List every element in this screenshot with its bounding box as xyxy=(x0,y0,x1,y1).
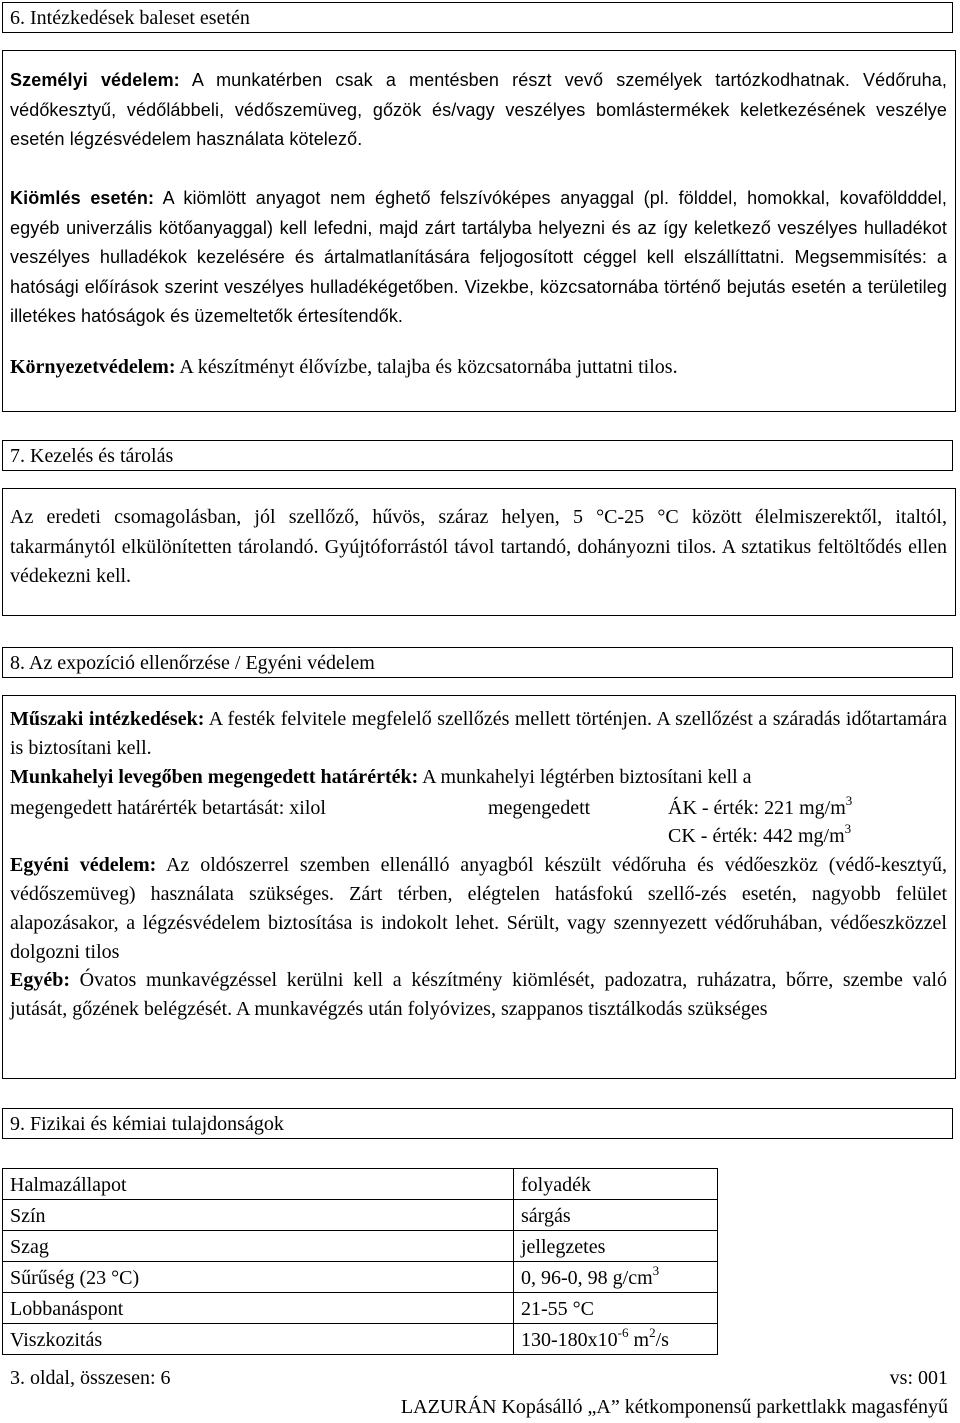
section6-environment xyxy=(10,353,947,383)
section6-personal-protection xyxy=(10,66,947,155)
property-name: Halmazállapot xyxy=(3,1169,514,1200)
property-name: Lobbanáspont xyxy=(3,1293,514,1324)
spill-label: Kiömlés esetén: xyxy=(10,188,155,208)
section8-limit-intro xyxy=(10,763,947,792)
property-value: sárgás xyxy=(514,1200,718,1231)
environment-text: A készítményt élővízbe, talajba és közcsatornába juttatni tilos. xyxy=(175,356,678,378)
property-name: Szag xyxy=(3,1231,514,1262)
table-row xyxy=(3,1231,718,1262)
viscosity-value: 130-180x10 xyxy=(521,1329,618,1351)
section7-storage-text: Az eredeti csomagolásban, jól szellőző, hűvös, száraz helyen, 5 °C-25 °C között élelmiszerektől, italtól, takarmánytól elkülönítetten tárolandó. Gyújtóforrástól távol tartandó, dohányozni tilos. A sztatikus feltöltődés ellen védekezni kell. xyxy=(10,506,947,587)
viscosity-exponent-2: 2 xyxy=(649,1325,656,1340)
other-label: Egyéb: xyxy=(10,969,70,991)
section8-technical xyxy=(10,705,947,763)
footer-product-name: LAZURÁN Kopásálló „A” kétkomponensű parkettlakk magasfényű xyxy=(400,1396,948,1418)
personal-label: Egyéni védelem: xyxy=(10,854,157,876)
property-name: Viszkozitás xyxy=(3,1324,514,1355)
table-row xyxy=(3,1262,718,1293)
section9-heading-text: 9. Fizikai és kémiai tulajdonságok xyxy=(10,1113,284,1135)
environment-label: Környezetvédelem: xyxy=(10,356,176,378)
ak-value: ÁK - érték: 221 mg/m xyxy=(668,797,846,819)
personal-text: Az oldószerrel szemben ellenálló anyagból készült védőruha és védőeszköz (védő-kesztyű, védőszemüveg) használata szükséges. Zárt térben, elégtelen hatásfokú szellő-zés esetén, nagyobb felület alapozásakor, a légzésvédelem biztosítása is indokolt lehet. Sérült, vagy szennyezett védőruhában, védőeszközzel dolgozni tilos xyxy=(10,854,947,963)
section6-heading xyxy=(2,2,953,33)
table-row xyxy=(3,1324,718,1355)
limit-line1-a: megengedett határérték betartását: xilol xyxy=(10,797,326,819)
technical-label: Műszaki intézkedések: xyxy=(10,708,205,730)
property-value: 21-55 °C xyxy=(514,1293,718,1324)
viscosity-exponent-1: -6 xyxy=(617,1325,629,1340)
section6-heading-text: 6. Intézkedések baleset esetén xyxy=(10,7,250,29)
section8-heading-text: 8. Az expozíció ellenőrzése / Egyéni védelem xyxy=(10,652,375,674)
limit-text: A munkahelyi légtérben biztosítani kell a xyxy=(418,766,752,788)
section7-heading xyxy=(2,440,953,471)
property-value xyxy=(514,1262,718,1293)
footer-version: vs: 001 xyxy=(889,1367,948,1389)
section8-personal xyxy=(10,851,947,967)
section9-heading xyxy=(2,1108,953,1139)
limit-line1-c xyxy=(668,794,852,824)
property-name: Szín xyxy=(3,1200,514,1231)
viscosity-unit-tail: /s xyxy=(655,1329,669,1351)
table-row xyxy=(3,1293,718,1324)
density-exponent: 3 xyxy=(652,1263,660,1278)
personal-protection-label: Személyi védelem: xyxy=(10,70,180,90)
density-value: 0, 96-0, 98 g/cm xyxy=(521,1267,653,1289)
footer-page-number: 3. oldal, összesen: 6 xyxy=(10,1367,171,1389)
property-name: Sűrűség (23 °C) xyxy=(3,1262,514,1293)
ak-exponent: 3 xyxy=(845,793,853,808)
property-value: jellegzetes xyxy=(514,1231,718,1262)
section7-heading-text: 7. Kezelés és tárolás xyxy=(10,445,174,467)
section6-spill xyxy=(10,184,947,332)
ck-value: CK - érték: 442 mg/m xyxy=(668,825,845,847)
section8-heading xyxy=(2,647,953,678)
spill-text: A kiömlött anyagot nem éghető felszívóképes anyaggal (pl. földdel, homokkal, kovaföldddel, egyéb univerzális kötőanyaggal) kell lefedni, majd zárt tartályba helyezni és az így keletkező veszélyes hulladékot veszélyes hulladékok kezelésére és ártalmatlanítására feljogosított céggel kell elszállíttatni. Megsemmisítés: a hatósági előírások szerint veszélyes hulladékégetőben. Vizekbe, közcsatornába történő bejutás esetén a területileg illetékes hatóságok és üzemeltetők értesítendők. xyxy=(10,188,947,326)
technical-text: A festék felvitele megfelelő szellőzés mellett történjen. A szellőzést a száradás időtartamára is biztosítani kell. xyxy=(10,708,947,759)
properties-table xyxy=(2,1168,718,1355)
personal-protection-text: A munkatérben csak a mentésben részt vevő személyek tartózkodhatnak. Védőruha, védőkesztyű, védőlábbeli, védőszemüveg, gőzök és/vagy veszélyes bomlástermékek keletkezésének veszélye esetén légzésvédelem használata kötelező. xyxy=(10,70,947,149)
property-value: folyadék xyxy=(514,1169,718,1200)
limit-label: Munkahelyi levegőben megengedett határérték: xyxy=(10,766,419,788)
table-row xyxy=(3,1200,718,1231)
property-value xyxy=(514,1324,718,1355)
limit-line2 xyxy=(668,822,851,852)
viscosity-unit: m xyxy=(628,1329,650,1351)
ck-exponent: 3 xyxy=(844,821,852,836)
table-row xyxy=(3,1169,718,1200)
section8-other xyxy=(10,966,947,1024)
limit-line1-b: megengedett xyxy=(488,797,591,819)
other-text: Óvatos munkavégzéssel kerülni kell a készítmény kiömlését, padozatra, ruházatra, bőrre, szembe való jutását, gőzének belégzését. A munkavégzés után folyóvizes, szappanos tisztálkodás szükséges xyxy=(10,969,947,1020)
